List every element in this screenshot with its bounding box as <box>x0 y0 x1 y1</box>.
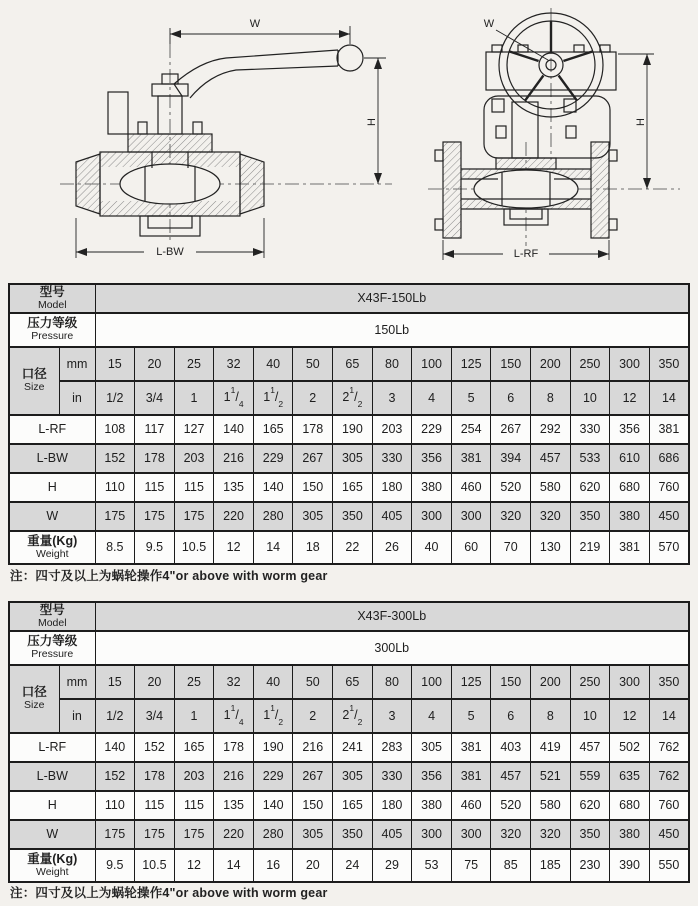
dim-value: 320 <box>531 502 571 531</box>
dim-value: 254 <box>451 415 491 444</box>
size-in-value: 1/2 <box>95 699 135 733</box>
model-row <box>9 284 689 313</box>
dim-value: 520 <box>491 473 531 502</box>
drawing-lever-ball-valve <box>52 4 400 281</box>
dim-value: 405 <box>372 502 412 531</box>
size-in-value: $2^1/_2$ <box>333 699 373 733</box>
dim-value: 24 <box>333 849 373 882</box>
dim-value: 394 <box>491 444 531 473</box>
dim-value: 320 <box>531 820 571 849</box>
dimension-row <box>9 444 689 473</box>
dim-value: 450 <box>649 502 689 531</box>
dim-value: 533 <box>570 444 610 473</box>
model-value: X43F-150Lb <box>95 284 689 313</box>
dim-value: 762 <box>649 733 689 762</box>
dim-value: 175 <box>95 502 135 531</box>
dim-value: 356 <box>610 415 650 444</box>
dim-value: 381 <box>649 415 689 444</box>
dim-value: 175 <box>135 502 175 531</box>
dim-value: 29 <box>372 849 412 882</box>
dim-value: 760 <box>649 791 689 820</box>
dim-value: 300 <box>412 820 452 849</box>
size-in-value: 10 <box>570 381 610 415</box>
dim-value: 320 <box>491 820 531 849</box>
dim-value: 350 <box>333 820 373 849</box>
dim-value: 380 <box>610 502 650 531</box>
dim-value: 108 <box>95 415 135 444</box>
dim-value: 178 <box>214 733 254 762</box>
dim-value: 680 <box>610 791 650 820</box>
size-mm-value: 100 <box>412 665 452 699</box>
size-in-value: 3/4 <box>135 381 175 415</box>
dim-value: 12 <box>174 849 214 882</box>
dim-value: 559 <box>570 762 610 791</box>
centerlines <box>428 8 680 254</box>
dim-value: 220 <box>214 502 254 531</box>
dim-value: 26 <box>372 531 412 564</box>
dimension-row <box>9 733 689 762</box>
size-in-value: 14 <box>649 381 689 415</box>
row-label: L-BW <box>9 444 95 473</box>
dim-value: 403 <box>491 733 531 762</box>
size-label: 口径 Size <box>9 347 59 415</box>
size-mm-value: 20 <box>135 665 175 699</box>
dim-value: 110 <box>95 791 135 820</box>
dim-value: 350 <box>333 502 373 531</box>
table-note: 注：四寸及以上为蜗轮操作4"or above with worm gear <box>10 886 328 900</box>
dim-value: 178 <box>135 444 175 473</box>
dim-value: 115 <box>135 473 175 502</box>
dim-value: 180 <box>372 473 412 502</box>
model-row <box>9 602 689 631</box>
pressure-label: 压力等级 Pressure <box>9 631 95 665</box>
dimension-row <box>9 791 689 820</box>
size-mm-value: 350 <box>649 347 689 381</box>
size-in-value: 6 <box>491 381 531 415</box>
size-in-value: $1^1/_2$ <box>253 699 293 733</box>
size-in-value: 3/4 <box>135 699 175 733</box>
size-in-value: 10 <box>570 699 610 733</box>
ball <box>474 170 578 208</box>
size-unit-mm: mm <box>59 665 95 699</box>
size-in-value: 8 <box>531 381 571 415</box>
handwheel-valve-figure <box>418 2 690 274</box>
dim-value: 130 <box>531 531 571 564</box>
dim-label-w: W <box>249 18 261 30</box>
size-in-value: 4 <box>412 699 452 733</box>
dim-value: 12 <box>214 531 254 564</box>
size-mm-value: 15 <box>95 347 135 381</box>
row-label: 重量(Kg) Weight <box>9 531 95 564</box>
dim-value: 229 <box>253 444 293 473</box>
dim-value: 22 <box>333 531 373 564</box>
size-mm-value: 80 <box>372 665 412 699</box>
dim-value: 350 <box>570 502 610 531</box>
dim-value: 305 <box>412 733 452 762</box>
pressure-row <box>9 313 689 347</box>
dim-value: 230 <box>570 849 610 882</box>
size-mm-value: 150 <box>491 347 531 381</box>
dim-value: 150 <box>293 473 333 502</box>
dim-value: 14 <box>253 531 293 564</box>
dimension-row <box>9 849 689 882</box>
size-mm-value: 20 <box>135 347 175 381</box>
dim-value: 203 <box>372 415 412 444</box>
size-in-value: 1 <box>174 699 214 733</box>
size-mm-value: 250 <box>570 347 610 381</box>
dim-value: 9.5 <box>135 531 175 564</box>
size-mm-value: 300 <box>610 347 650 381</box>
dim-value: 381 <box>451 733 491 762</box>
dim-value: 267 <box>293 444 333 473</box>
size-mm-value: 25 <box>174 347 214 381</box>
dim-value: 405 <box>372 820 412 849</box>
dim-value: 305 <box>333 762 373 791</box>
dim-value: 305 <box>293 820 333 849</box>
dim-value: 219 <box>570 531 610 564</box>
size-mm-row <box>9 665 689 699</box>
dim-value: 380 <box>412 473 452 502</box>
dim-value: 280 <box>253 820 293 849</box>
dim-value: 300 <box>451 820 491 849</box>
dim-value: 330 <box>372 762 412 791</box>
size-in-row <box>9 699 689 733</box>
size-mm-value: 350 <box>649 665 689 699</box>
size-in-value: 5 <box>451 699 491 733</box>
size-in-value: 2 <box>293 699 333 733</box>
dim-value: 115 <box>174 473 214 502</box>
dim-value: 457 <box>531 444 571 473</box>
dim-value: 165 <box>174 733 214 762</box>
size-in-value: 2 <box>293 381 333 415</box>
dim-value: 283 <box>372 733 412 762</box>
dim-value: 178 <box>135 762 175 791</box>
dim-value: 305 <box>333 444 373 473</box>
dim-value: 460 <box>451 791 491 820</box>
handle-ball-end <box>337 45 363 71</box>
size-mm-value: 40 <box>253 665 293 699</box>
dim-value: 267 <box>491 415 531 444</box>
size-in-value: $1^1/_2$ <box>253 381 293 415</box>
size-in-value: $1^1/_4$ <box>214 381 254 415</box>
dim-value: 520 <box>491 791 531 820</box>
size-mm-value: 125 <box>451 347 491 381</box>
dimension-row <box>9 531 689 564</box>
size-mm-value: 65 <box>333 347 373 381</box>
size-mm-value: 300 <box>610 665 650 699</box>
dim-value: 760 <box>649 473 689 502</box>
dim-value: 152 <box>135 733 175 762</box>
dim-value: 216 <box>214 762 254 791</box>
dim-value: 381 <box>610 531 650 564</box>
dim-value: 229 <box>253 762 293 791</box>
dim-value: 165 <box>333 791 373 820</box>
row-label: 重量(Kg) Weight <box>9 849 95 882</box>
dim-value: 305 <box>293 502 333 531</box>
dim-value: 320 <box>491 502 531 531</box>
dim-value: 185 <box>531 849 571 882</box>
dim-value: 16 <box>253 849 293 882</box>
dim-value: 610 <box>610 444 650 473</box>
dimension-lines <box>76 26 386 258</box>
size-in-value: 12 <box>610 381 650 415</box>
dim-value: 686 <box>649 444 689 473</box>
dim-value: 75 <box>451 849 491 882</box>
dim-value: 9.5 <box>95 849 135 882</box>
row-label: W <box>9 820 95 849</box>
dim-value: 292 <box>531 415 571 444</box>
dim-value: 140 <box>214 415 254 444</box>
size-in-value: 4 <box>412 381 452 415</box>
dim-value: 110 <box>95 473 135 502</box>
dim-value: 135 <box>214 791 254 820</box>
dim-value: 460 <box>451 473 491 502</box>
row-label: H <box>9 791 95 820</box>
dimension-row <box>9 820 689 849</box>
dim-value: 150 <box>293 791 333 820</box>
pressure-value: 150Lb <box>95 313 689 347</box>
dim-value: 457 <box>491 762 531 791</box>
size-mm-value: 100 <box>412 347 452 381</box>
dim-value: 620 <box>570 473 610 502</box>
dim-value: 300 <box>412 502 452 531</box>
dim-value: 140 <box>95 733 135 762</box>
dim-label-w: W <box>483 18 495 30</box>
dim-value: 165 <box>333 473 373 502</box>
row-label: H <box>9 473 95 502</box>
size-mm-value: 200 <box>531 665 571 699</box>
dim-value: 14 <box>214 849 254 882</box>
dim-value: 381 <box>451 762 491 791</box>
dim-value: 381 <box>451 444 491 473</box>
size-in-row <box>9 381 689 415</box>
size-mm-value: 50 <box>293 347 333 381</box>
dim-value: 70 <box>491 531 531 564</box>
dim-value: 350 <box>570 820 610 849</box>
dim-value: 178 <box>293 415 333 444</box>
dimension-row <box>9 415 689 444</box>
dim-value: 241 <box>333 733 373 762</box>
size-mm-value: 32 <box>214 347 254 381</box>
dim-value: 267 <box>293 762 333 791</box>
dimension-row <box>9 762 689 791</box>
dim-value: 175 <box>174 502 214 531</box>
size-in-value: $2^1/_2$ <box>333 381 373 415</box>
size-mm-value: 25 <box>174 665 214 699</box>
dim-label-h: H <box>635 118 647 126</box>
size-in-value: 1/2 <box>95 381 135 415</box>
dim-value: 380 <box>412 791 452 820</box>
dim-value: 450 <box>649 820 689 849</box>
row-label: W <box>9 502 95 531</box>
dim-value: 140 <box>253 791 293 820</box>
size-mm-row <box>9 347 689 381</box>
dim-value: 280 <box>253 502 293 531</box>
model-label: 型号 Model <box>9 284 95 313</box>
size-in-value: 5 <box>451 381 491 415</box>
row-label: L-RF <box>9 733 95 762</box>
dim-value: 53 <box>412 849 452 882</box>
size-in-value: 14 <box>649 699 689 733</box>
dim-value: 216 <box>214 444 254 473</box>
dim-value: 127 <box>174 415 214 444</box>
dim-value: 419 <box>531 733 571 762</box>
dim-value: 180 <box>372 791 412 820</box>
dim-value: 10.5 <box>135 849 175 882</box>
dim-label-lbw: L-BW <box>156 246 184 258</box>
dim-value: 175 <box>95 820 135 849</box>
row-label: L-BW <box>9 762 95 791</box>
dim-value: 20 <box>293 849 333 882</box>
size-mm-value: 200 <box>531 347 571 381</box>
dimension-row <box>9 502 689 531</box>
dim-value: 115 <box>135 791 175 820</box>
dim-value: 18 <box>293 531 333 564</box>
size-unit-in: in <box>59 381 95 415</box>
dim-value: 220 <box>214 820 254 849</box>
dim-value: 175 <box>174 820 214 849</box>
size-in-value: 3 <box>372 699 412 733</box>
lever-valve-figure <box>52 4 400 276</box>
size-in-value: 3 <box>372 381 412 415</box>
dim-value: 580 <box>531 791 571 820</box>
size-mm-value: 125 <box>451 665 491 699</box>
size-label: 口径 Size <box>9 665 59 733</box>
dim-value: 10.5 <box>174 531 214 564</box>
spec-table-150lb <box>8 283 690 565</box>
pressure-value: 300Lb <box>95 631 689 665</box>
dim-value: 635 <box>610 762 650 791</box>
dim-value: 115 <box>174 791 214 820</box>
dim-value: 380 <box>610 820 650 849</box>
dim-value: 620 <box>570 791 610 820</box>
dim-value: 762 <box>649 762 689 791</box>
dim-value: 502 <box>610 733 650 762</box>
dim-value: 680 <box>610 473 650 502</box>
dim-value: 521 <box>531 762 571 791</box>
dim-value: 175 <box>135 820 175 849</box>
dim-value: 203 <box>174 762 214 791</box>
dim-label-lrf: L-RF <box>513 248 539 260</box>
table-note: 注：四寸及以上为蜗轮操作4"or above with worm gear <box>10 569 328 583</box>
dim-value: 356 <box>412 762 452 791</box>
pressure-row <box>9 631 689 665</box>
dim-value: 216 <box>293 733 333 762</box>
dim-value: 390 <box>610 849 650 882</box>
stop-bracket <box>108 92 128 134</box>
dim-value: 60 <box>451 531 491 564</box>
size-in-value: 12 <box>610 699 650 733</box>
dim-value: 117 <box>135 415 175 444</box>
dim-value: 190 <box>253 733 293 762</box>
size-mm-value: 250 <box>570 665 610 699</box>
size-mm-value: 15 <box>95 665 135 699</box>
dim-value: 330 <box>372 444 412 473</box>
dim-value: 457 <box>570 733 610 762</box>
dim-value: 190 <box>333 415 373 444</box>
dim-value: 570 <box>649 531 689 564</box>
size-in-value: 1 <box>174 381 214 415</box>
centerlines <box>60 44 392 254</box>
dimension-row <box>9 473 689 502</box>
row-label: L-RF <box>9 415 95 444</box>
model-label: 型号 Model <box>9 602 95 631</box>
size-mm-value: 65 <box>333 665 373 699</box>
model-value: X43F-300Lb <box>95 602 689 631</box>
dim-value: 203 <box>174 444 214 473</box>
size-unit-in: in <box>59 699 95 733</box>
dim-value: 229 <box>412 415 452 444</box>
size-mm-value: 32 <box>214 665 254 699</box>
dim-value: 152 <box>95 444 135 473</box>
size-mm-value: 80 <box>372 347 412 381</box>
size-unit-mm: mm <box>59 347 95 381</box>
dim-value: 165 <box>253 415 293 444</box>
size-in-value: $1^1/_4$ <box>214 699 254 733</box>
size-mm-value: 50 <box>293 665 333 699</box>
size-mm-value: 40 <box>253 347 293 381</box>
dim-value: 152 <box>95 762 135 791</box>
dim-value: 85 <box>491 849 531 882</box>
dim-value: 550 <box>649 849 689 882</box>
drawing-handwheel-ball-valve <box>418 2 690 279</box>
dim-value: 140 <box>253 473 293 502</box>
spec-table-300lb <box>8 601 690 883</box>
dim-value: 40 <box>412 531 452 564</box>
dim-value: 300 <box>451 502 491 531</box>
dim-value: 135 <box>214 473 254 502</box>
dim-label-h: H <box>366 118 378 126</box>
size-in-value: 8 <box>531 699 571 733</box>
dim-value: 580 <box>531 473 571 502</box>
size-mm-value: 150 <box>491 665 531 699</box>
size-in-value: 6 <box>491 699 531 733</box>
pressure-label: 压力等级 Pressure <box>9 313 95 347</box>
dim-value: 330 <box>570 415 610 444</box>
dim-value: 8.5 <box>95 531 135 564</box>
ball <box>120 164 220 204</box>
dim-value: 356 <box>412 444 452 473</box>
